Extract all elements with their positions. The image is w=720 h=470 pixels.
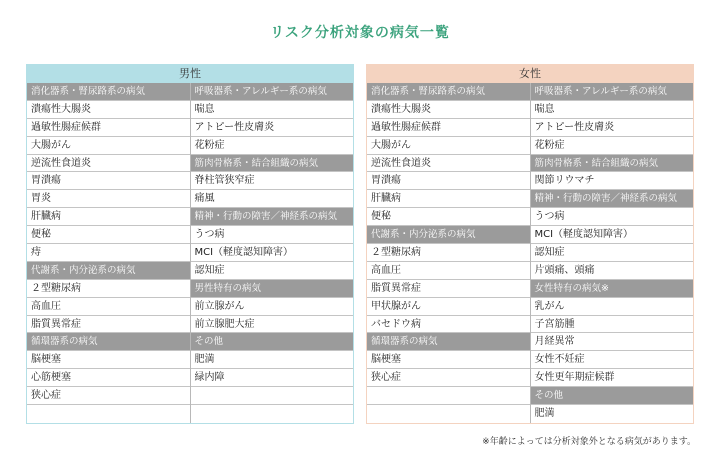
footnote: ※年齢によっては分析対象外となる病気があります。 [482, 437, 696, 447]
disease-item: バセドウ病 [367, 316, 530, 334]
disease-item: 便秘 [27, 226, 190, 244]
disease-item: 月経異常 [531, 333, 694, 351]
female-table [366, 83, 694, 424]
disease-item: 花粉症 [531, 137, 694, 155]
disease-item: 女性不妊症 [531, 351, 694, 369]
category-header: 精神・行動の障害／神経系の病気 [531, 190, 694, 208]
disease-item: 過敏性腸症候群 [27, 119, 190, 137]
disease-item: 狭心症 [27, 387, 190, 405]
category-header: 男性特有の病気 [191, 280, 354, 298]
disease-item: ２型糖尿病 [27, 280, 190, 298]
disease-item: 甲状腺がん [367, 298, 530, 316]
disease-item: ２型糖尿病 [367, 244, 530, 262]
category-header: その他 [191, 333, 354, 351]
disease-item: 胃潰瘍 [27, 172, 190, 190]
disease-item: 前立腺肥大症 [191, 316, 354, 334]
disease-item: 潰瘍性大腸炎 [27, 101, 190, 119]
disease-item: 痔 [27, 244, 190, 262]
male-header: 男性 [26, 64, 354, 83]
category-header: その他 [531, 387, 694, 405]
empty-cell [191, 405, 354, 423]
empty-cell [367, 405, 530, 423]
disease-item: 前立腺がん [191, 298, 354, 316]
category-header: 消化器系・腎尿路系の病気 [367, 83, 530, 101]
disease-item: 脳梗塞 [27, 351, 190, 369]
disease-item: 肝臓病 [27, 208, 190, 226]
disease-item: 女性更年期症候群 [531, 369, 694, 387]
page-title: リスク分析対象の病気一覧 [270, 25, 450, 41]
male-table [26, 83, 354, 424]
empty-cell [367, 387, 530, 405]
category-header: 筋肉骨格系・結合組織の病気 [191, 155, 354, 173]
empty-cell [27, 405, 190, 423]
category-header: 呼吸器系・アレルギー系の病気 [191, 83, 354, 101]
disease-item: 潰瘍性大腸炎 [367, 101, 530, 119]
category-header: 筋肉骨格系・結合組織の病気 [531, 155, 694, 173]
disease-item: 大腸がん [367, 137, 530, 155]
disease-item: うつ病 [191, 226, 354, 244]
category-header: 女性特有の病気※ [531, 280, 694, 298]
disease-item: 脂質異常症 [367, 280, 530, 298]
disease-item: 乳がん [531, 298, 694, 316]
empty-cell [191, 387, 354, 405]
category-header: 精神・行動の障害／神経系の病気 [191, 208, 354, 226]
disease-item: 喘息 [531, 101, 694, 119]
male-panel [26, 64, 354, 424]
disease-item: 喘息 [191, 101, 354, 119]
female-panel [366, 64, 694, 424]
disease-item: 狭心症 [367, 369, 530, 387]
disease-item: 肥満 [191, 351, 354, 369]
disease-item: アトピー性皮膚炎 [191, 119, 354, 137]
category-header: 循環器系の病気 [27, 333, 190, 351]
disease-item: アトピー性皮膚炎 [531, 119, 694, 137]
disease-item: 逆流性食道炎 [367, 155, 530, 173]
female-header: 女性 [366, 64, 694, 83]
disease-item: 脊柱管狭窄症 [191, 172, 354, 190]
disease-item: 認知症 [531, 244, 694, 262]
disease-item: 胃炎 [27, 190, 190, 208]
disease-item: 肥満 [534, 408, 555, 420]
category-header: 代謝系・内分泌系の病気 [27, 262, 190, 280]
disease-item: 片頭痛、頭痛 [531, 262, 694, 280]
male-right-column [191, 83, 354, 423]
female-right-column [531, 83, 694, 423]
disease-item: 高血圧 [367, 262, 530, 280]
category-header: 代謝系・内分泌系の病気 [367, 226, 530, 244]
disease-item: 便秘 [367, 208, 530, 226]
disease-item: MCI（軽度認知障害） [191, 244, 354, 262]
disease-item: 花粉症 [191, 137, 354, 155]
disease-item: 脳梗塞 [367, 351, 530, 369]
disease-item: 認知症 [191, 262, 354, 280]
disease-item: 痛風 [191, 190, 354, 208]
category-header: 消化器系・腎尿路系の病気 [27, 83, 190, 101]
disease-item: 関節リウマチ [531, 172, 694, 190]
disease-item: 大腸がん [27, 137, 190, 155]
disease-item: MCI（軽度認知障害） [531, 226, 694, 244]
disease-item: 逆流性食道炎 [27, 155, 190, 173]
disease-item: 緑内障 [191, 369, 354, 387]
disease-item: 高血圧 [27, 298, 190, 316]
disease-item: 胃潰瘍 [367, 172, 530, 190]
disease-item: 過敏性腸症候群 [367, 119, 530, 137]
female-left-column [367, 83, 531, 423]
disease-item: 心筋梗塞 [27, 369, 190, 387]
disease-item: うつ病 [531, 208, 694, 226]
male-left-column [27, 83, 191, 423]
disease-item: 肝臓病 [367, 190, 530, 208]
category-header: 呼吸器系・アレルギー系の病気 [531, 83, 694, 101]
disease-item: 子宮筋腫 [531, 316, 694, 334]
category-header: 循環器系の病気 [367, 333, 530, 351]
disease-item: 脂質異常症 [27, 316, 190, 334]
